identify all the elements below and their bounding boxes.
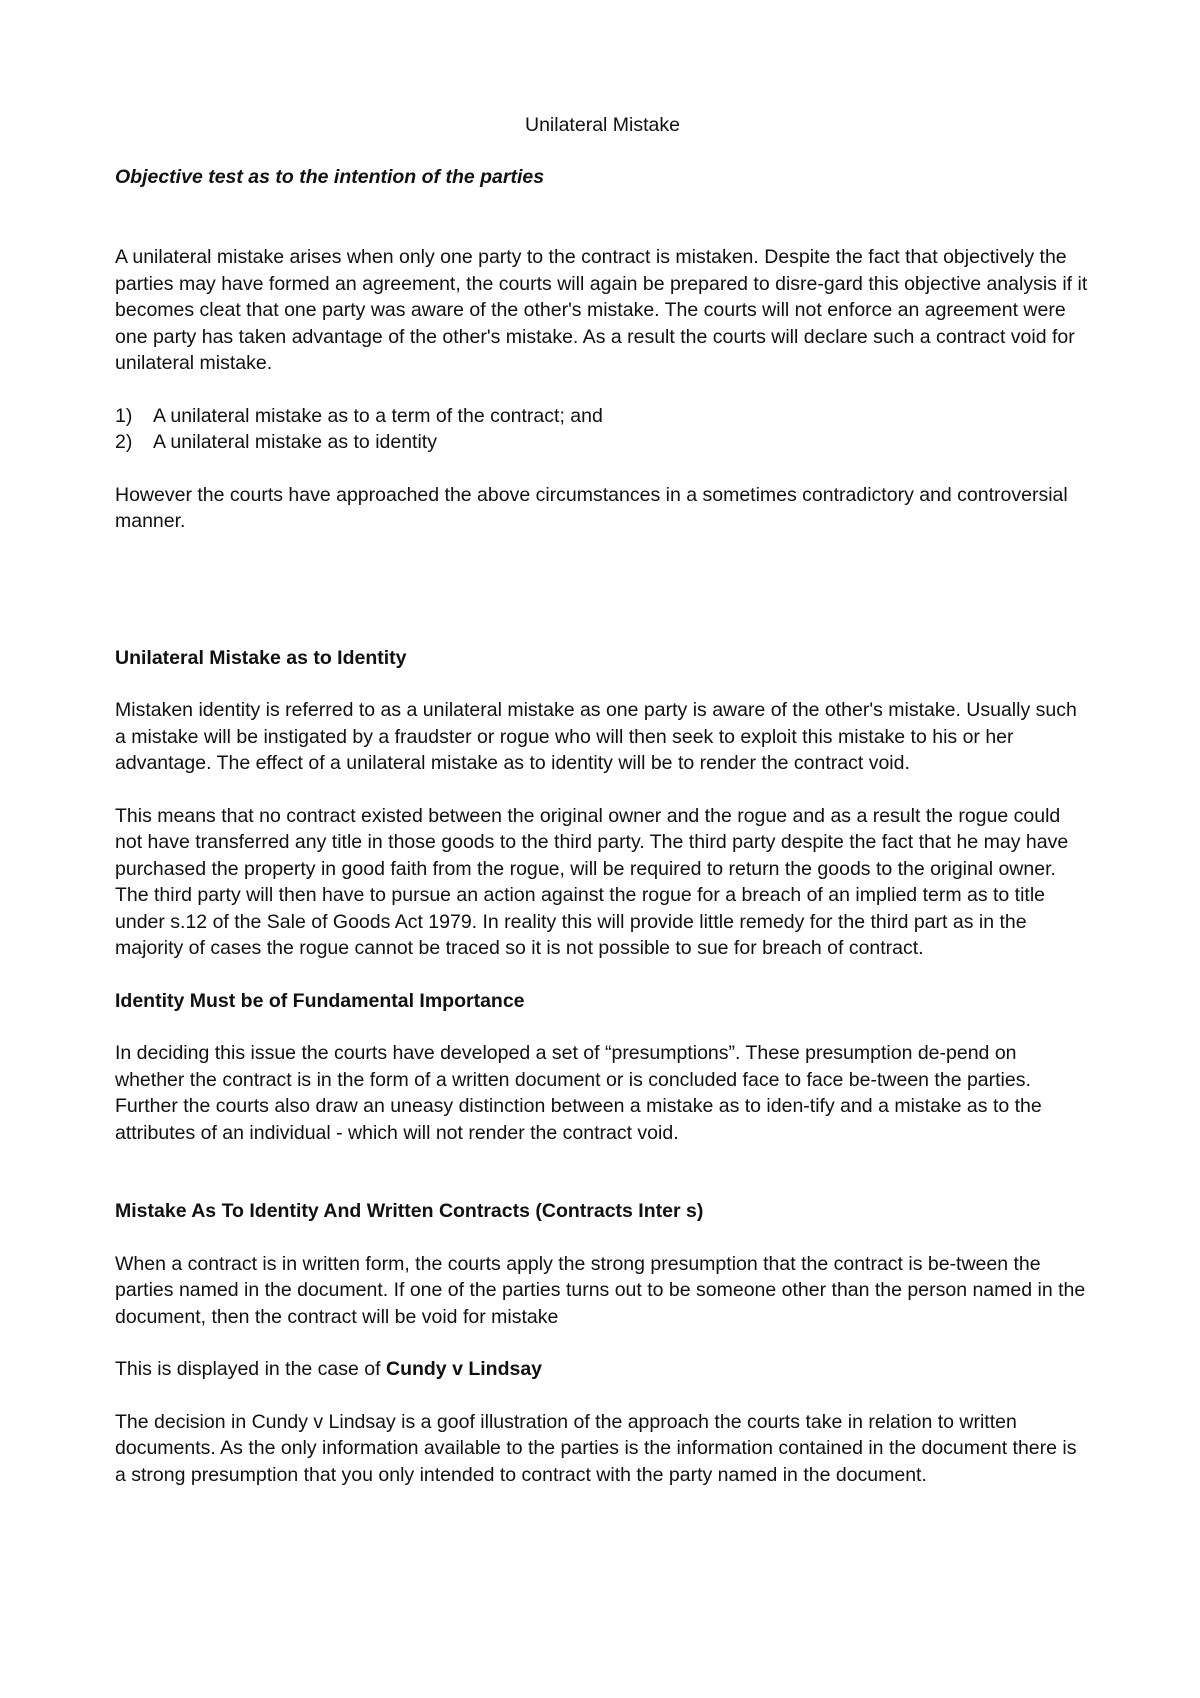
identity-paragraph-2: This means that no contract existed between the original owner and the rogue and as a result the rogue could not have transferred any title in those goods to the third party. The third party despite the fact that he may have purchased the property in good faith from the rogue, will be required to return the goods to the original owner. The third party will then have to pursue an action against the rogue for a breach of an implied term as to title under s.12 of the Sale of Goods Act 1979. In reality this will provide little remedy for the third part as in the majority of cases the rogue cannot be traced so it is not possible to sue for breach of contract. <box>115 804 1069 959</box>
mistake-types-list <box>115 403 1090 456</box>
list-item-text: A unilateral mistake as to a term of the contract; and <box>153 404 603 427</box>
case-name: Cundy v Lindsay <box>385 1358 543 1380</box>
case-intro-text: This is displayed in the case of <box>115 1358 386 1380</box>
written-paragraph-2: The decision in Cundy v Lindsay is a goof illustration of the approach the courts take in relation to written documents. As the only information available to the parties is the information contained in the document there is a strong presumption that you only intended to contract with the party named in the document. <box>115 1410 1077 1486</box>
fundamental-paragraph: In deciding this issue the courts have developed a set of “presumptions”. These presumption de-pend on whether the contract is in the form of a written document or is concluded face to face be-tween the parties. Further the courts also draw an uneasy distinction between a mistake as to iden-tify and a mistake as to the attributes of an individual - which will not render the contract void. <box>115 1042 1042 1144</box>
intro-paragraph: A unilateral mistake arises when only one party to the contract is mistaken. Despite the fact that objectively the parties may have formed an agreement, the courts will again be prepared to disre-gard this objective analysis if it becomes cleat that one party was aware of the other's mistake. The courts will not enforce an agreement were one party has taken advantage of the other's mistake. As a result the courts will declare such a contract void for unilateral mistake. <box>115 246 1088 374</box>
identity-paragraph-1: Mistaken identity is referred to as a unilateral mistake as one party is aware of the other's mistake. Usually such a mistake will be instigated by a fraudster or rogue who will then seek to exploit this mistake to his or her advantage. The effect of a unilateral mistake as to identity will be to render the contract void. <box>115 699 1077 774</box>
list-item <box>115 429 1090 456</box>
list-item-text: A unilateral mistake as to identity <box>153 431 437 453</box>
case-reference <box>115 1356 1090 1383</box>
document-title: Unilateral Mistake <box>525 114 680 136</box>
identity-section-heading: Unilateral Mistake as to Identity <box>115 646 407 669</box>
list-item-number: 2) <box>115 431 133 453</box>
list-item-number: 1) <box>115 404 133 427</box>
document-subtitle: Objective test as to the intention of the parties <box>115 165 545 188</box>
document-page <box>115 112 1090 1514</box>
written-section-heading: Mistake As To Identity And Written Contracts (Contracts Inter s) <box>115 1200 704 1222</box>
written-paragraph-1: When a contract is in written form, the courts apply the strong presumption that the contract is be-tween the parties named in the document. If one of the parties turns out to be someone other than the person named in the document, then the contract will be void for mistake <box>115 1252 1086 1328</box>
fundamental-section-heading: Identity Must be of Fundamental Importance <box>115 989 525 1012</box>
list-item <box>115 403 1090 430</box>
however-paragraph: However the courts have approached the above circumstances in a sometimes contradictory and controversial manner. <box>115 483 1068 532</box>
